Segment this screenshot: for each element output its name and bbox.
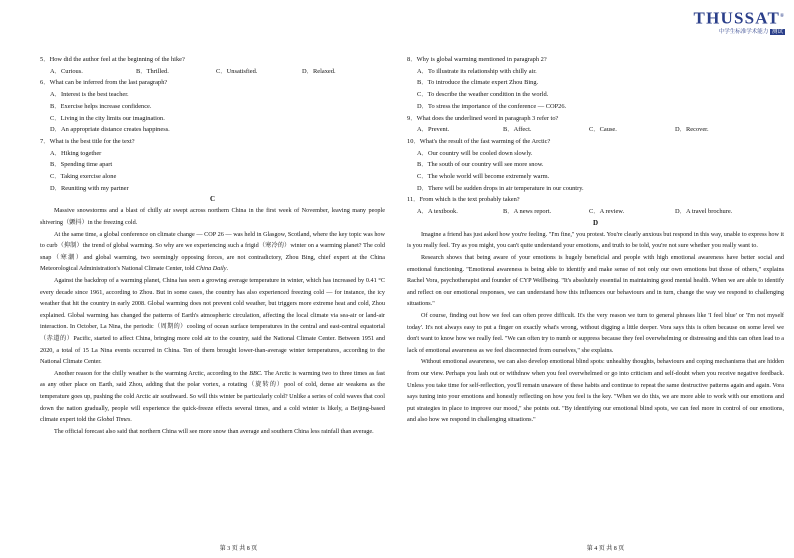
passage-c-para-2: At the same time, a global conference on climate change — COP 26 — was held in Glasgow, Scotland, where the key topic was how to curb（抑制）the trend of global warming. So why are we experiencing such a frigid（寒冷的）winter on a warming planet? The cold snap（寒潮）and global warming, two seemingly opposing forces, are not contradictory, Zhou Bing, chief expert at the China Meteorological Administration's National Climate Center, told China Daily. xyxy=(40,230,385,273)
passage-d-para-4: Without emotional awareness, we can also develop emotional blind spots: unhealthy thoughts, behaviours and coping mechanisms that are hidden from our view. Perhaps you lash out or withdraw when you feel overwhelmed or go into criticism and self-doubt when you receive negative feedback. Unless you take time for self-reflection, you'll remain unaware of these habits and continue to repeat the same destructive patterns again and again. Vora says tuning into your emotions and honestly reflecting on how you feel is the key. "When we do this, we are more able to work with our emotions and put strategies in place to improve our mood," she points out. "By identifying our emotional blind spots, we can feel more in control of our emotions, and also how we respond in challenging situations." xyxy=(407,358,784,424)
passage-c-para-4: Another reason for the chilly weather is the warming Arctic, according to the BBC. The Arctic is warming two to three times as fast as any other place on Earth, said Zhou, adding that the polar vortex, a rotating（旋转的）pool of cold, dense air weakens as the temperature goes up, pushing the cold Arctic air southward. So will this winter be particularly cold? Unlike a series of cold waves that cool down the nation gradually, people will experience the quick-freeze effects several times, and a cold winter is likely, a Beijing-based climate expert told the Global Times. xyxy=(40,369,385,424)
question-11: 11．From which is the text probably taken? xyxy=(407,196,520,204)
q10-option-b: B．The south of our country will see more snow. xyxy=(417,161,544,169)
question-8: 8．Why is global warming mentioned in paragraph 2? xyxy=(407,56,547,63)
page-footer-4: 第 4 页 共 8 页 xyxy=(586,546,625,552)
question-9-options: A．Prevent. B．Affect. C．Cause. D．Recover. xyxy=(417,126,709,134)
q8-option-a: A．To illustrate its relationship with chilly air. xyxy=(417,67,537,75)
q8-option-b: B．To introduce the climate expert Zhou Bing. xyxy=(417,79,539,87)
q6-option-a: A．Interest is the best teacher. xyxy=(50,91,129,99)
page-4 xyxy=(397,0,794,558)
q7-option-b: B．Spending time apart xyxy=(50,161,113,169)
logo-subtitle: 中学生标准学术能力 测试 xyxy=(718,28,783,35)
q6-option-b: B．Exercise helps increase confidence. xyxy=(50,102,152,110)
q10-option-d: D．There will be sudden drops in air temperature in our country. xyxy=(417,184,584,192)
q7-option-c: C．Taking exercise alone xyxy=(50,173,117,181)
passage-d-para-2: Research shows that being aware of your emotions is hugely beneficial and people with high emotional awareness have better social and emotional functioning. "Emotional awareness is being able to identify and make sense of not only our own emotions but those of others," explains Rachel Vora, psychotherapist and founder of CYP Wellbeing. "It's absolutely essential in maintaining good mental health. When we are able to identify and reflect on our emotional responses, we can understand how this influences our behaviours and in turn, change the way we respond to challenging situations." xyxy=(407,254,784,308)
question-11-options: A．A textbook. B．A news report. C．A review. D．A travel brochure. xyxy=(417,208,733,216)
q10-option-c: C．The whole world will become extremely warm. xyxy=(417,173,550,181)
q8-option-c: C．To describe the weather condition in the world. xyxy=(417,91,549,99)
q6-option-c: C．Living in the city limits our imagination. xyxy=(50,114,165,122)
question-9: 9．What does the underlined word in paragraph 3 refer to? xyxy=(407,114,559,122)
page-footer-3: 第 3 页 共 8 页 xyxy=(219,546,258,552)
q7-option-a: A．Hiking together xyxy=(50,149,102,157)
q7-option-d: D．Reuniting with my partner xyxy=(50,184,129,192)
passage-d-para-1: Imagine a friend has just asked how you're feeling. "I'm fine," you protest. You're clearly anxious but respond in this way, unable to express how it is you really feel. Try as you might, you can't quite understand your emotions, and truth to be told, you're not sure whether you really want to. xyxy=(407,230,784,250)
question-5: 5．How did the author feel at the beginning of the hike? xyxy=(40,56,185,63)
q10-option-a: A．Our country will be cooled down slowly. xyxy=(417,149,533,157)
question-7: 7．What is the best title for the text? xyxy=(40,137,135,145)
question-6: 6．What can be inferred from the last paragraph? xyxy=(40,79,168,87)
q8-option-d: D．To stress the importance of the conference — COP26. xyxy=(417,102,567,110)
question-10: 10．What's the result of the fast warming of the Arctic? xyxy=(407,137,551,145)
section-heading-c: C xyxy=(209,195,216,204)
logo-wordmark: THUSSAT® xyxy=(693,8,785,28)
passage-d-para-3: Of course, finding out how we feel can often prove difficult. It's the very reason we turn to general phrases like 'I feel blue' or 'I'm not myself today'. It's not always easy to put a finger on exactly what's wrong, without digging a little deeper. Vora says this is often because on some level we don't want to know how we really feel. "We can often try to numb or suppress because they feel overwhelming or distressing and this can often lead to a lack of emotional awareness as we feel disconnected from ourselves," she explains. xyxy=(407,312,784,354)
q6-option-d: D．An appropriate distance creates happiness. xyxy=(50,126,170,134)
passage-c-para-3: Against the backdrop of a warming planet, China has seen a growing average temperature in winter, which has increased by 0.41 °C every decade since 1961, according to Zhou. But in some cases, the country has also experienced freezing cold — for instance, the icy weather that hit the country in early 2008. Global warming does not prevent cold weather, but triggers more extreme heat and cold, Zhou explained. Global warming has changed the patterns of Earth's atmospheric circulation, affecting the local climate via sea-air or land-air interaction. In October, La Nina, the periodic（周期的）cooling of ocean surface temperatures in the central and east-central equatorial（赤道的）Pacific, started to affect China, bringing more cold air to the country, said the National Climate Center. Between 1951 and 2020, a total of 15 La Nina events occurred in China. Ten of them brought lower-than-average winter temperatures, according to the National Climate Center. xyxy=(40,277,385,366)
question-5-options: A．Curious. B．Thrilled. C．Unsatisfied. D．Relaxed. xyxy=(50,67,336,75)
passage-c-para-1: Massive snowstorms and a blast of chilly air swept across northern China in the first week of November, leaving many people shivering（颤抖）in the freezing cold. xyxy=(40,207,385,227)
section-heading-d: D xyxy=(592,218,599,227)
passage-c-para-5: The official forecast also said that northern China will see more snow than average and southern China less rainfall than average. xyxy=(54,427,374,435)
